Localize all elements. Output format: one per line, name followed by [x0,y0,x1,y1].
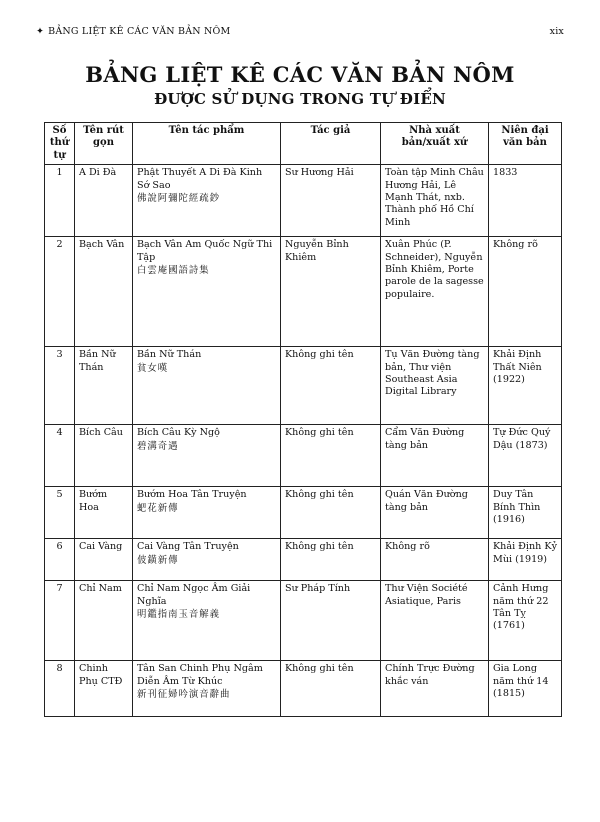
cell-author-text: Không ghi tên [285,427,354,439]
cell-no [45,237,75,347]
table-row [45,347,562,425]
cell-work [133,165,281,237]
cell-publisher [381,237,489,347]
running-title [36,26,230,37]
cell-work-text: Cai Vàng Tân Truyện [137,541,239,553]
table-row [45,661,562,717]
cell-han-nom-title: 蚆花新傳 [137,502,179,514]
cell-work-text: Chỉ Nam Ngọc Âm Giải Nghĩa [137,583,251,607]
cell-author-text: Sư Pháp Tính [285,583,351,595]
column-header-work: Tên tác phẩm [133,123,281,165]
cell-date [489,237,562,347]
cell-han-nom-title: 新刊征婦吟演音辭曲 [137,689,231,701]
cell-author-text: Không ghi tên [285,489,354,501]
cell-work-text: Phật Thuyết A Di Đà Kinh Sớ Sao [137,167,263,191]
cell-no-text: 4 [56,427,63,439]
cell-publisher-text: Tụ Văn Đường tàng bản, Thư viện Southeast Asia Digital Library [385,349,480,398]
cell-no-text: 8 [56,663,63,675]
cell-no-text: 7 [56,583,63,595]
page-title: BẢNG LIỆT KÊ CÁC VĂN BẢN NÔM [85,62,515,87]
cell-publisher-text: Toàn tập Minh Châu Hương Hải, Lê Mạnh Thát, nxb. Thành phố Hồ Chí Minh [385,167,484,228]
cell-author [281,581,381,661]
table-row [45,237,562,347]
cell-publisher [381,347,489,425]
cell-han-nom-title: 碧溝奇遇 [137,440,179,452]
cell-publisher-text: Không rõ [385,541,430,553]
cell-publisher [381,425,489,487]
cell-date [489,347,562,425]
cell-short-name-text: Bần Nữ Thán [79,349,116,373]
cell-publisher-text: Cẩm Văn Đường tàng bản [385,427,465,451]
cell-date [489,661,562,717]
cell-author-text: Không ghi tên [285,663,354,675]
cell-date [489,487,562,539]
cell-short-name-text: A Di Đà [79,167,117,179]
cell-publisher [381,581,489,661]
cell-work [133,581,281,661]
cell-no-text: 1 [56,167,63,179]
cell-publisher [381,539,489,581]
table-row [45,165,562,237]
table-row [45,539,562,581]
cell-publisher-text: Xuân Phúc (P. Schneider), Nguyễn Bỉnh Khiêm, Porte parole de la sagesse populaire. [385,239,484,300]
column-header-author: Tác giả [281,123,381,165]
cell-no [45,425,75,487]
page-subtitle: ĐƯỢC SỬ DỤNG TRONG TỰ ĐIỂN [154,90,446,108]
cell-no-text: 5 [56,489,63,501]
cell-publisher [381,661,489,717]
cell-author [281,539,381,581]
cell-no [45,487,75,539]
cell-publisher [381,165,489,237]
cell-no-text: 2 [56,239,63,251]
cell-work-text: Bích Câu Kỳ Ngộ [137,427,220,439]
cell-short-name-text: Chỉ Nam [79,583,122,595]
cell-han-nom-title: 明鑑指南玉音解義 [137,609,221,621]
cell-no [45,581,75,661]
cell-short-name [75,661,133,717]
cell-short-name [75,539,133,581]
diamond-icon: ✦ [36,26,45,37]
cell-no-text: 6 [56,541,63,553]
cell-date-text: Duy Tân Bính Thìn (1916) [493,489,541,526]
cell-work [133,425,281,487]
cell-date-text: Khải Định Thất Niên (1922) [493,349,542,386]
cell-han-nom-title: 白雲庵國語詩集 [137,265,210,277]
cell-date [489,539,562,581]
cell-no [45,539,75,581]
works-table [44,122,562,717]
cell-author-text: Không ghi tên [285,541,354,553]
cell-work [133,539,281,581]
cell-short-name-text: Chinh Phụ CTĐ [79,663,123,687]
column-header-short-name: Tên rút gọn [75,123,133,165]
cell-date-text: Khải Định Kỷ Mùi (1919) [493,541,557,565]
cell-author [281,425,381,487]
column-header-date: Niên đại văn bản [489,123,562,165]
cell-short-name [75,425,133,487]
column-header-publisher: Nhà xuất bản/xuất xứ [381,123,489,165]
cell-short-name [75,165,133,237]
cell-han-nom-title: 貧女嘆 [137,362,169,374]
cell-date [489,425,562,487]
page-number: xix [549,26,564,37]
cell-work [133,347,281,425]
cell-date [489,165,562,237]
cell-han-nom-title: 佛說阿彌陀經疏鈔 [137,193,221,205]
cell-short-name [75,347,133,425]
cell-author [281,165,381,237]
cell-author [281,347,381,425]
cell-author-text: Không ghi tên [285,349,354,361]
cell-no-text: 3 [56,349,63,361]
cell-date [489,581,562,661]
cell-work [133,487,281,539]
cell-author [281,237,381,347]
cell-author [281,661,381,717]
cell-publisher-text: Thư Viện Société Asiatique, Paris [385,583,468,607]
cell-publisher [381,487,489,539]
cell-publisher-text: Chính Trực Đường khắc ván [385,663,475,687]
cell-date-text: Cảnh Hưng năm thứ 22 Tân Tỵ (1761) [493,583,549,632]
cell-author-text: Sư Hương Hải [285,167,354,179]
cell-work-text: Bạch Vân Am Quốc Ngữ Thi Tập [137,239,273,263]
cell-work-text: Bần Nữ Thán [137,349,202,361]
cell-date-text: Tự Đức Quý Dậu (1873) [493,427,551,451]
table-row [45,425,562,487]
cell-work-text: Tân San Chinh Phụ Ngâm Diễn Âm Từ Khúc [137,663,263,687]
running-header [36,26,564,42]
cell-date-text: Gia Long năm thứ 14 (1815) [493,663,549,700]
cell-author [281,487,381,539]
table-row [45,487,562,539]
cell-short-name [75,581,133,661]
cell-short-name-text: Bướm Hoa [79,489,108,513]
cell-date-text: 1833 [493,167,518,179]
cell-date-text: Không rõ [493,239,538,251]
cell-no [45,661,75,717]
column-header-no: Số thứ tự [45,123,75,165]
cell-short-name [75,487,133,539]
cell-short-name-text: Bích Câu [79,427,123,439]
table-header-row [45,123,562,165]
cell-work [133,237,281,347]
table-row [45,581,562,661]
cell-author-text: Nguyễn Bỉnh Khiêm [285,239,349,263]
cell-no [45,165,75,237]
cell-han-nom-title: 佊鐄新傳 [137,554,179,566]
cell-work-text: Bướm Hoa Tân Truyện [137,489,247,501]
cell-short-name [75,237,133,347]
cell-publisher-text: Quán Văn Đường tàng bản [385,489,468,513]
cell-no [45,347,75,425]
cell-short-name-text: Cai Vàng [79,541,123,553]
running-title-text: BẢNG LIỆT KÊ CÁC VĂN BẢN NÔM [48,26,231,37]
cell-work [133,661,281,717]
cell-short-name-text: Bạch Vân [79,239,125,251]
